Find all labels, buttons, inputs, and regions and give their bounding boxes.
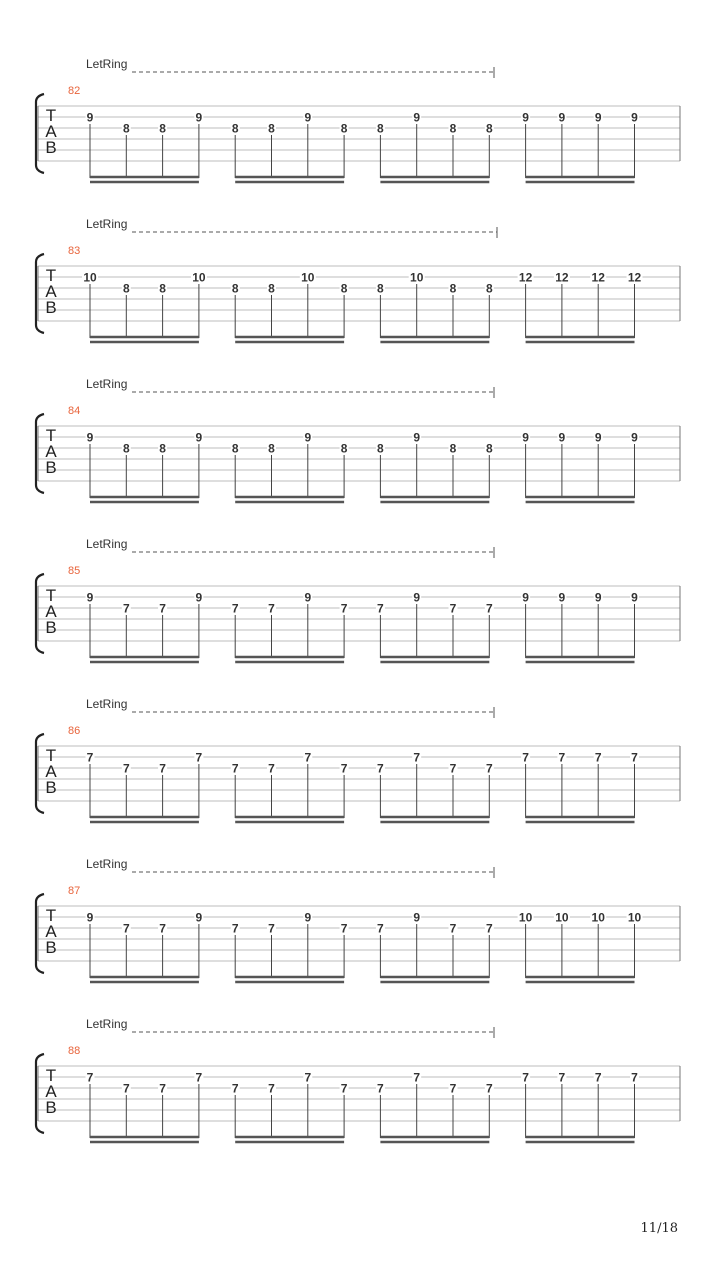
tab-clef-letter: T	[45, 906, 57, 925]
fret-number: 7	[122, 1081, 130, 1096]
fret-number: 9	[558, 430, 566, 445]
fret-number: 9	[86, 110, 94, 125]
fret-number: 7	[231, 1081, 239, 1096]
fret-number: 7	[449, 921, 457, 936]
measure-number: 88	[68, 1045, 81, 1057]
fret-number: 9	[86, 590, 94, 605]
tab-clef-letter: A	[45, 602, 57, 621]
fret-number: 7	[195, 750, 203, 765]
fret-number: 7	[377, 1081, 384, 1096]
fret-number: 8	[159, 281, 166, 296]
fret-number: 7	[485, 761, 493, 776]
fret-number: 8	[377, 441, 384, 456]
fret-number: 12	[627, 270, 642, 285]
tab-clef-letter: A	[45, 922, 57, 941]
fret-number: 7	[522, 750, 529, 765]
fret-number: 10	[627, 910, 642, 925]
fret-number: 7	[122, 601, 130, 616]
tab-clef-letter: B	[45, 458, 57, 477]
fret-number: 7	[377, 761, 384, 776]
fret-number: 7	[268, 921, 275, 936]
measure-number: 85	[68, 565, 81, 577]
tab-clef-letter: T	[45, 746, 57, 765]
tab-clef-letter: A	[45, 282, 57, 301]
tab-clef-letter: B	[45, 938, 57, 957]
tab-clef-letter: T	[45, 106, 57, 125]
fret-number: 7	[594, 1070, 602, 1085]
tab-clef-letter: B	[45, 1098, 57, 1117]
measure-number: 83	[68, 245, 81, 257]
fret-number: 7	[231, 921, 239, 936]
fret-number: 9	[86, 430, 94, 445]
fret-number: 7	[195, 1070, 203, 1085]
let-ring-label: LetRing	[86, 217, 128, 231]
fret-number: 9	[631, 430, 638, 445]
tab-clef-letter: T	[45, 1066, 57, 1085]
fret-number: 8	[159, 121, 166, 136]
tab-system	[36, 217, 680, 342]
fret-number: 7	[340, 921, 348, 936]
fret-number: 9	[594, 110, 602, 125]
fret-number: 8	[449, 281, 457, 296]
fret-number: 7	[449, 601, 457, 616]
tab-clef-letter: B	[45, 778, 57, 797]
tab-clef-letter: A	[45, 122, 57, 141]
tab-system	[36, 697, 680, 822]
tab-system	[36, 377, 680, 502]
fret-number: 9	[558, 110, 566, 125]
fret-number: 10	[518, 910, 533, 925]
tab-system	[36, 1017, 680, 1142]
fret-number: 7	[413, 750, 421, 765]
fret-number: 10	[591, 910, 605, 925]
fret-number: 8	[268, 281, 275, 296]
fret-number: 9	[195, 910, 203, 925]
fret-number: 9	[304, 430, 312, 445]
fret-number: 8	[449, 121, 457, 136]
fret-number: 8	[340, 441, 348, 456]
fret-number: 8	[449, 441, 457, 456]
page-number: 11/18	[640, 1221, 678, 1236]
fret-number: 12	[591, 270, 605, 285]
fret-number: 9	[304, 110, 312, 125]
fret-number: 7	[485, 1081, 493, 1096]
tab-system	[36, 57, 680, 182]
fret-number: 7	[558, 750, 566, 765]
fret-number: 8	[268, 121, 275, 136]
let-ring-label: LetRing	[86, 537, 128, 551]
fret-number: 7	[449, 761, 457, 776]
fret-number: 9	[522, 430, 529, 445]
let-ring-label: LetRing	[86, 57, 128, 71]
measure-number: 87	[68, 885, 81, 897]
fret-number: 10	[301, 270, 315, 285]
tab-clef-letter: T	[45, 426, 57, 445]
fret-number: 8	[122, 441, 130, 456]
fret-number: 8	[122, 121, 130, 136]
tab-system	[36, 857, 680, 982]
fret-number: 7	[485, 921, 493, 936]
fret-number: 9	[195, 110, 203, 125]
fret-number: 7	[631, 1070, 638, 1085]
measure-number: 86	[68, 725, 81, 737]
tab-clef-letter: T	[45, 266, 57, 285]
fret-number: 7	[631, 750, 638, 765]
fret-number: 8	[377, 281, 384, 296]
fret-number: 8	[231, 281, 239, 296]
fret-number: 8	[340, 121, 348, 136]
fret-number: 10	[83, 270, 97, 285]
fret-number: 7	[304, 1070, 312, 1085]
fret-number: 8	[122, 281, 130, 296]
fret-number: 10	[555, 910, 569, 925]
fret-number: 9	[304, 590, 312, 605]
fret-number: 7	[449, 1081, 457, 1096]
fret-number: 10	[410, 270, 424, 285]
fret-number: 7	[268, 761, 275, 776]
fret-number: 9	[195, 430, 203, 445]
measure-number: 82	[68, 85, 81, 97]
fret-number: 7	[159, 761, 166, 776]
tab-clef-letter: B	[45, 298, 57, 317]
fret-number: 7	[159, 921, 166, 936]
fret-number: 9	[195, 590, 203, 605]
tab-clef-letter: A	[45, 762, 57, 781]
fret-number: 9	[594, 590, 602, 605]
fret-number: 9	[304, 910, 312, 925]
fret-number: 8	[377, 121, 384, 136]
fret-number: 7	[86, 750, 94, 765]
fret-number: 7	[159, 1081, 166, 1096]
fret-number: 9	[594, 430, 602, 445]
tab-system	[36, 537, 680, 662]
fret-number: 8	[485, 121, 493, 136]
fret-number: 12	[518, 270, 533, 285]
fret-number: 7	[268, 1081, 275, 1096]
fret-number: 8	[159, 441, 166, 456]
fret-number: 9	[631, 590, 638, 605]
fret-number: 7	[231, 601, 239, 616]
fret-number: 7	[594, 750, 602, 765]
fret-number: 9	[86, 910, 94, 925]
fret-number: 7	[377, 921, 384, 936]
fret-number: 10	[192, 270, 206, 285]
fret-number: 9	[522, 590, 529, 605]
tab-clef-letter: A	[45, 1082, 57, 1101]
fret-number: 7	[86, 1070, 94, 1085]
fret-number: 7	[522, 1070, 529, 1085]
fret-number: 8	[485, 441, 493, 456]
fret-number: 9	[522, 110, 529, 125]
let-ring-label: LetRing	[86, 857, 128, 871]
fret-number: 7	[159, 601, 166, 616]
fret-number: 7	[122, 921, 130, 936]
fret-number: 9	[413, 430, 421, 445]
fret-number: 8	[231, 121, 239, 136]
fret-number: 9	[413, 590, 421, 605]
tab-clef-letter: A	[45, 442, 57, 461]
tab-clef-letter: B	[45, 138, 57, 157]
fret-number: 7	[340, 601, 348, 616]
fret-number: 9	[631, 110, 638, 125]
fret-number: 8	[231, 441, 239, 456]
fret-number: 7	[340, 1081, 348, 1096]
fret-number: 7	[231, 761, 239, 776]
fret-number: 7	[268, 601, 275, 616]
let-ring-label: LetRing	[86, 1017, 128, 1031]
fret-number: 7	[122, 761, 130, 776]
fret-number: 7	[485, 601, 493, 616]
fret-number: 12	[555, 270, 569, 285]
fret-number: 7	[340, 761, 348, 776]
fret-number: 8	[485, 281, 493, 296]
fret-number: 7	[413, 1070, 421, 1085]
let-ring-label: LetRing	[86, 377, 128, 391]
fret-number: 9	[413, 110, 421, 125]
fret-number: 7	[377, 601, 384, 616]
fret-number: 7	[558, 1070, 566, 1085]
fret-number: 8	[340, 281, 348, 296]
tab-clef-letter: T	[45, 586, 57, 605]
fret-number: 9	[558, 590, 566, 605]
let-ring-label: LetRing	[86, 697, 128, 711]
tab-clef-letter: B	[45, 618, 57, 637]
fret-number: 7	[304, 750, 312, 765]
measure-number: 84	[68, 405, 81, 417]
fret-number: 8	[268, 441, 275, 456]
fret-number: 9	[413, 910, 421, 925]
